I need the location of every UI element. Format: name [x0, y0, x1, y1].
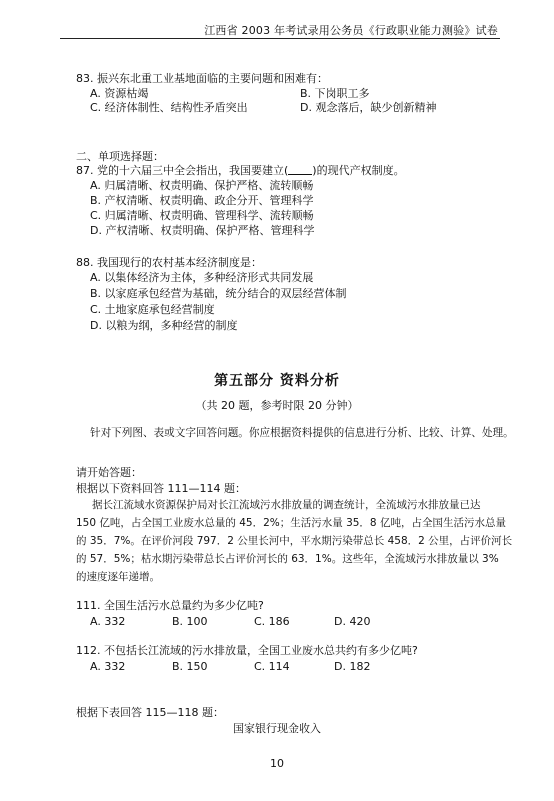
question-83-stem: 83. 振兴东北重工业基地面临的主要问题和困难有：	[76, 72, 328, 85]
passage-line-1: 据长江流域水资源保护局对长江流域污水排放量的调查统计，全流域污水排放量已达	[92, 499, 481, 511]
q112-option-a: A. 332	[90, 660, 126, 673]
q83-option-d: D. 观念落后，缺少创新精神	[300, 101, 437, 114]
q83-option-c: C. 经济体制性、结构性矛盾突出	[90, 101, 248, 114]
intro-111: 根据以下资料回答 111—114 题：	[76, 482, 246, 495]
q112-option-d: D. 182	[334, 660, 371, 673]
q111-option-d: D. 420	[334, 615, 371, 628]
section-heading: 二、单项选择题：	[76, 150, 164, 163]
q88-option-d: D. 以粮为纲，多种经营的制度	[90, 319, 238, 332]
q112-option-c: C. 114	[254, 660, 290, 673]
part5-title: 第五部分 资料分析	[214, 373, 340, 389]
q87-option-b: B. 产权清晰、权责明确、政企分开、管理科学	[90, 194, 314, 207]
start-label: 请开始答题：	[76, 466, 142, 479]
q111-option-c: C. 186	[254, 615, 290, 628]
question-87-stem	[76, 164, 405, 178]
q87-option-a: A. 归属清晰、权责明确、保护严格、流转顺畅	[90, 179, 314, 192]
q88-option-b: B. 以家庭承包经营为基础，统分结合的双层经营体制	[90, 287, 347, 300]
page-header: 江西省 2003 年考试录用公务员《行政职业能力测验》试卷	[204, 24, 498, 37]
q87-option-c: C. 归属清晰、权责明确、管理科学、流转顺畅	[90, 209, 314, 222]
passage-line-4: 的 57．5%；枯水期污染带总长占评价河长的 63．1%。这些年，全流域污水排放量以 3%	[76, 553, 499, 565]
passage-line-2: 150 亿吨，占全国工业废水总量的 45．2%；生活污水量 35．8 亿吨，占全国生活污水总量	[76, 517, 506, 529]
answer-blank	[288, 164, 312, 175]
question-111-stem: 111. 全国生活污水总量约为多少亿吨?	[76, 599, 264, 612]
passage-line-5: 的速度逐年递增。	[76, 571, 160, 583]
part5-subtitle: （共 20 题，参考时限 20 分钟）	[195, 399, 359, 412]
passage-line-3: 的 35．7%。在评价河段 797．2 公里长河中，平水期污染带总长 458．2 公里，占评价河长	[76, 535, 513, 547]
q87-stem-before: 87. 党的十六届三中全会指出，我国要建立(	[76, 164, 289, 177]
q83-option-b: B. 下岗职工多	[300, 87, 370, 100]
header-rule	[60, 38, 500, 39]
question-88-stem: 88. 我国现行的农村基本经济制度是：	[76, 256, 262, 269]
question-112-stem: 112. 不包括长江流域的污水排放量，全国工业废水总共约有多少亿吨?	[76, 644, 418, 657]
q88-option-a: A. 以集体经济为主体，多种经济形式共同发展	[90, 271, 314, 284]
page-number: 10	[270, 757, 284, 770]
q111-option-a: A. 332	[90, 615, 126, 628]
q87-stem-after: )的现代产权制度。	[312, 164, 405, 177]
q87-option-d: D. 产权清晰、权责明确、保护严格、管理科学	[90, 224, 315, 237]
table-title: 国家银行现金收入	[233, 722, 321, 735]
q112-option-b: B. 150	[172, 660, 208, 673]
q111-option-b: B. 100	[172, 615, 208, 628]
q88-option-c: C. 土地家庭承包经营制度	[90, 303, 215, 316]
q83-option-a: A. 资源枯竭	[90, 87, 149, 100]
part5-instruction: 针对下列图、表或文字回答问题。你应根据资料提供的信息进行分析、比较、计算、处理。	[90, 427, 514, 439]
intro-115: 根据下表回答 115—118 题：	[76, 706, 224, 719]
